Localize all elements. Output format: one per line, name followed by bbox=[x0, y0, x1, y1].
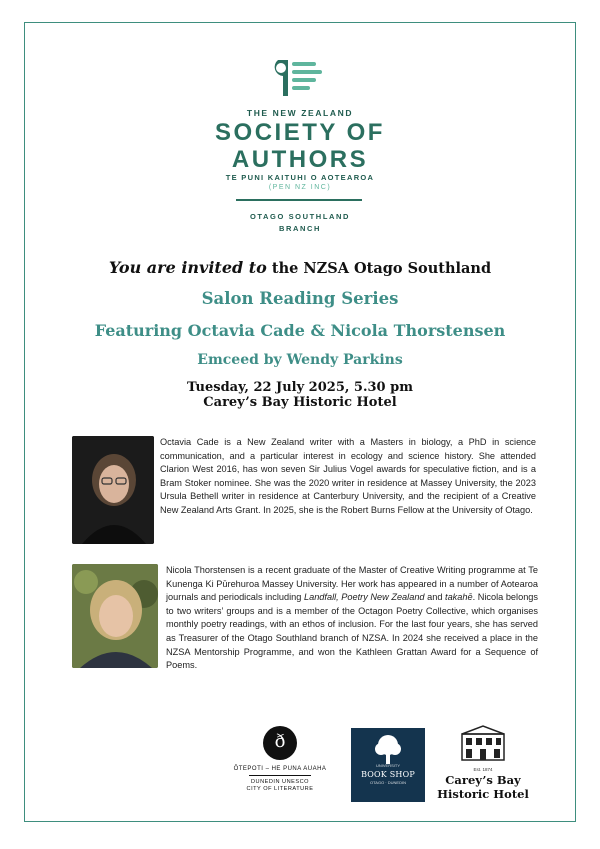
unesco-glyph-icon: ð bbox=[263, 726, 297, 760]
invite-italic: You are invited to bbox=[108, 258, 267, 277]
org-pen-label: (PEN NZ INC) bbox=[268, 184, 332, 191]
nicola-bio-and: and bbox=[424, 592, 446, 603]
octavia-photo bbox=[72, 436, 154, 544]
org-title bbox=[0, 119, 600, 173]
branch-line1: OTAGO SOUTHLAND bbox=[249, 212, 351, 221]
branch-label bbox=[0, 211, 600, 235]
featuring-line: Featuring Octavia Cade & Nicola Thorstensen bbox=[94, 321, 506, 340]
hotel-logo bbox=[436, 724, 530, 806]
unesco-line2: DUNEDIN UNESCO bbox=[251, 779, 309, 785]
tree-icon bbox=[373, 734, 403, 766]
invite-rest: the NZSA Otago Southland bbox=[266, 260, 492, 277]
emcee-line: Emceed by Wendy Parkins bbox=[197, 352, 403, 368]
hotel-name-line2: Historic Hotel bbox=[437, 787, 529, 801]
bookshop-sub: OTAGO · DUNEDIN bbox=[370, 780, 406, 785]
nicola-bio-landfall: Landfall, Poetry New Zealand bbox=[303, 592, 425, 603]
nzsa-logo-icon bbox=[270, 58, 328, 100]
nicola-photo bbox=[72, 564, 158, 668]
event-venue: Carey’s Bay Historic Hotel bbox=[203, 395, 397, 410]
nicola-bio-takahe: takahē bbox=[445, 592, 473, 603]
series-title: Salon Reading Series bbox=[201, 289, 399, 308]
nicola-bio bbox=[166, 564, 538, 673]
nicola-bio-part1: Nicola Thorstensen is a recent graduate of the Master of Creative Writing programme at Te Kunenga Ki Pūrehuroa Massey University. Her work has appeared in a number of Aotearoa journals and periodicals including bbox=[166, 565, 538, 603]
unesco-logo bbox=[232, 726, 328, 802]
org-title-line1: SOCIETY OF bbox=[215, 119, 385, 146]
header-divider bbox=[236, 199, 362, 201]
org-title-line2: AUTHORS bbox=[231, 146, 369, 173]
bookshop-logo bbox=[351, 728, 425, 802]
bookshop-small: UNIVERSITY bbox=[375, 763, 400, 768]
event-details bbox=[0, 380, 600, 410]
org-maori-name: TE PUNI KAITUHI O AOTEAROA bbox=[225, 173, 375, 182]
unesco-line3: CITY OF LITERATURE bbox=[246, 786, 314, 792]
org-top-text: THE NEW ZEALAND bbox=[246, 108, 354, 118]
event-datetime: Tuesday, 22 July 2025, 5.30 pm bbox=[187, 380, 413, 395]
hotel-building-icon bbox=[456, 724, 510, 762]
unesco-line1: ŌTEPOTI – HE PUNA AUAHA bbox=[233, 766, 327, 772]
hotel-est: Est. 1874 bbox=[473, 767, 493, 772]
invitation-line bbox=[0, 258, 600, 277]
unesco-divider bbox=[249, 775, 311, 776]
octavia-bio: Octavia Cade is a New Zealand writer with a Masters in biology, a PhD in science communication, and a particular interest in ecology and science history. She attended Clarion West 2016, has won seven Sir Julius Vogel awards for speculative fiction, and is a Bram Stoker nominee. She was the 2020 writer in residence at Massey University, the 2023 Ursula Bethell writer in residence at Canterbury University, and the recipient of a Creative New Zealand Arts Grant. In 2025, she is the Robert Burns Fellow at the University of Otago. bbox=[160, 437, 536, 515]
branch-line2: BRANCH bbox=[278, 224, 322, 233]
nicola-bio-part2: . Nicola belongs to two writers’ groups and is a member of the Octagon Poetry Collective, which organises monthly poetry readings, with an ethos of inclusion. For the last four years, she has served as Treasurer of the Otago Southland branch of NZSA. In 2024 she received a place in the NZSA Mentorship Programme, and won the Kathleen Grattan Award for a Sequence of Poems. bbox=[166, 592, 539, 671]
bookshop-name: BOOK SHOP bbox=[361, 770, 415, 779]
hotel-name-line1: Carey’s Bay bbox=[445, 773, 521, 787]
